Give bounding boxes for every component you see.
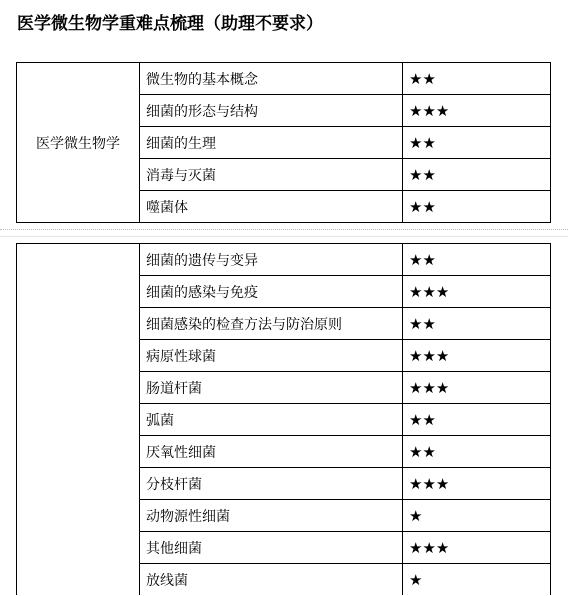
rating-cell: ★★★	[403, 532, 551, 564]
topic-cell: 其他细菌	[140, 532, 403, 564]
topic-cell: 噬菌体	[140, 191, 403, 223]
rating-cell: ★★	[403, 159, 551, 191]
topics-table-page-2	[16, 243, 551, 595]
table-row	[17, 244, 551, 276]
rating-cell: ★★	[403, 308, 551, 340]
topic-cell: 细菌的感染与免疫	[140, 276, 403, 308]
rating-cell: ★★	[403, 404, 551, 436]
topics-table-page-1	[16, 62, 551, 223]
rating-cell: ★★★	[403, 95, 551, 127]
topic-cell: 肠道杆菌	[140, 372, 403, 404]
topic-cell: 消毒与灭菌	[140, 159, 403, 191]
table-body	[17, 63, 551, 223]
category-cell	[17, 244, 140, 596]
rating-cell: ★★★	[403, 340, 551, 372]
rating-cell: ★	[403, 500, 551, 532]
table-body	[17, 244, 551, 596]
rating-cell: ★★★	[403, 372, 551, 404]
page-break-line	[0, 236, 568, 237]
topic-cell: 细菌的生理	[140, 127, 403, 159]
topic-cell: 细菌感染的检查方法与防治原则	[140, 308, 403, 340]
rating-cell: ★★	[403, 436, 551, 468]
rating-cell: ★	[403, 564, 551, 596]
table-row	[17, 63, 551, 95]
category-cell: 医学微生物学	[17, 63, 140, 223]
topic-cell: 放线菌	[140, 564, 403, 596]
rating-cell: ★★	[403, 127, 551, 159]
document-title: 医学微生物学重难点梳理（助理不要求）	[17, 14, 323, 34]
topic-cell: 分枝杆菌	[140, 468, 403, 500]
topic-cell: 微生物的基本概念	[140, 63, 403, 95]
page-break-line	[0, 229, 568, 230]
topic-cell: 病原性球菌	[140, 340, 403, 372]
topic-cell: 细菌的形态与结构	[140, 95, 403, 127]
rating-cell: ★★★	[403, 468, 551, 500]
rating-cell: ★★	[403, 191, 551, 223]
topic-cell: 弧菌	[140, 404, 403, 436]
topic-cell: 厌氧性细菌	[140, 436, 403, 468]
rating-cell: ★★	[403, 63, 551, 95]
topic-cell: 动物源性细菌	[140, 500, 403, 532]
rating-cell: ★★★	[403, 276, 551, 308]
rating-cell: ★★	[403, 244, 551, 276]
topic-cell: 细菌的遗传与变异	[140, 244, 403, 276]
